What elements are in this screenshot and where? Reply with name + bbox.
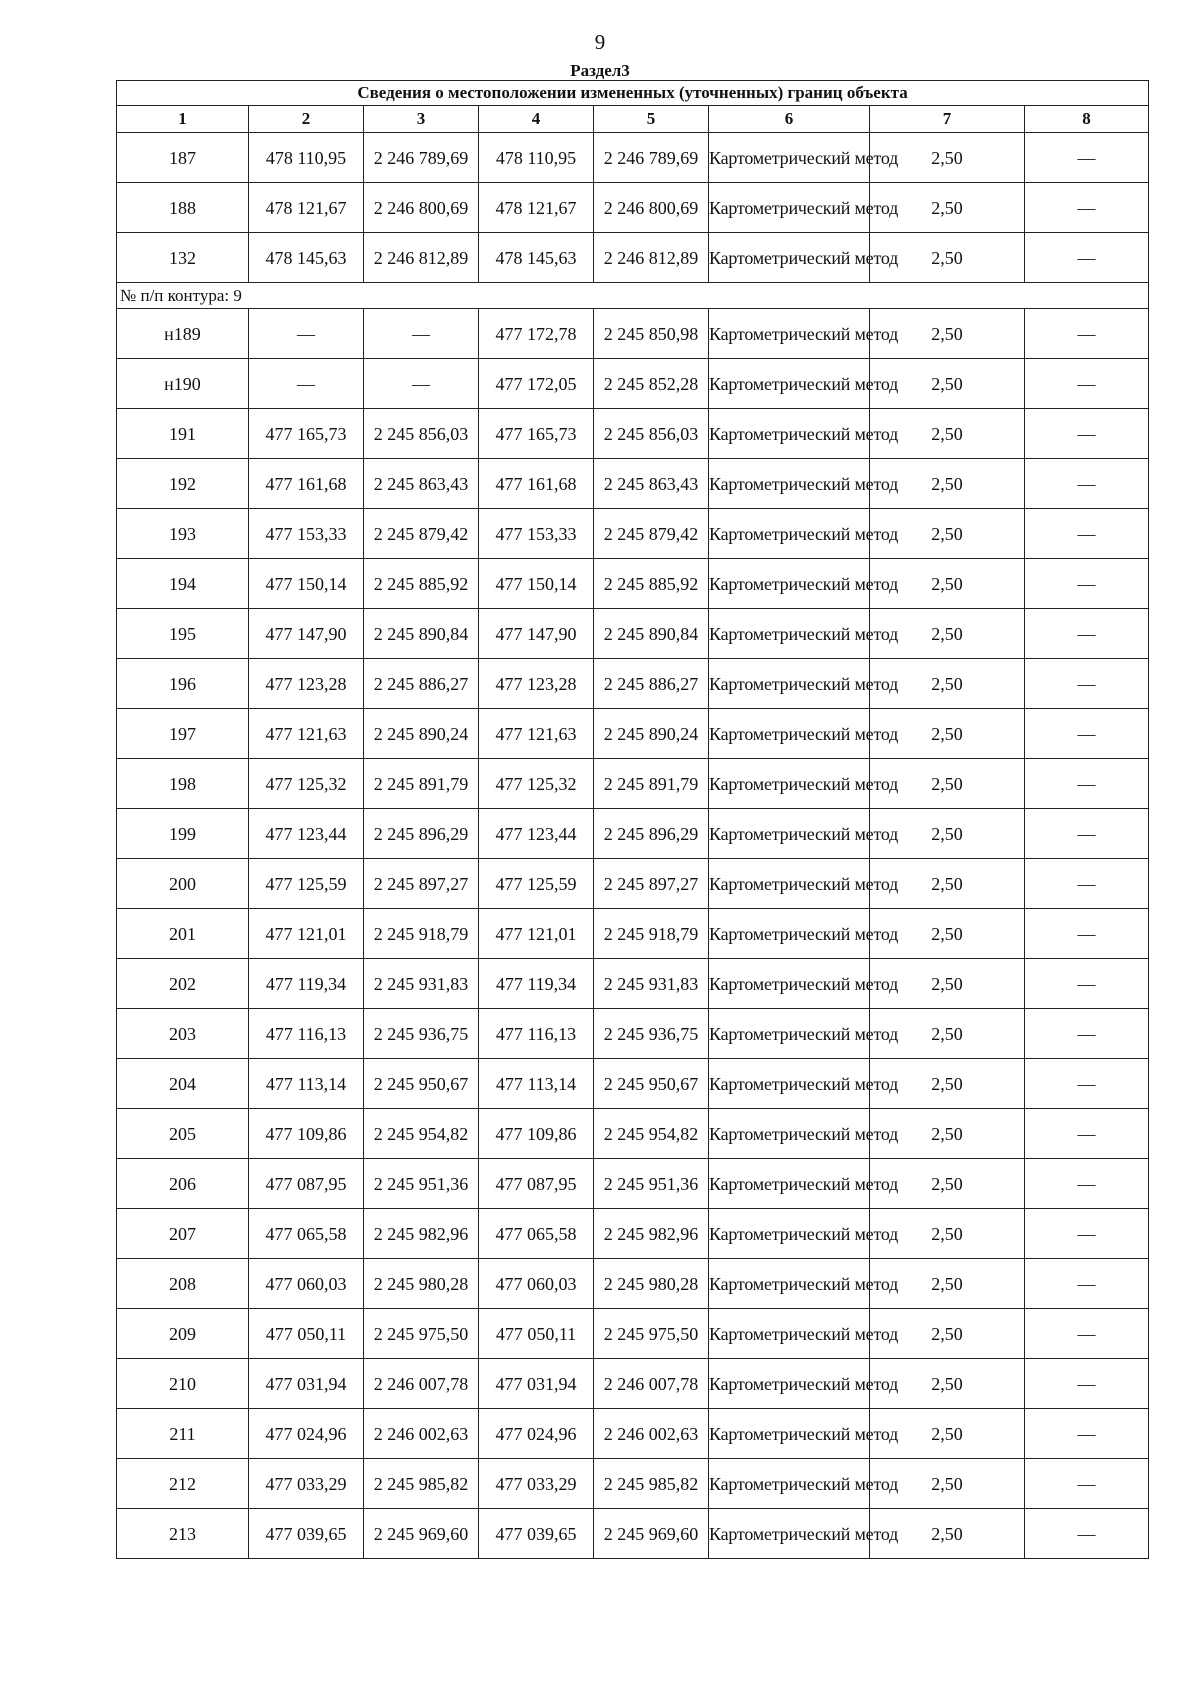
description-cell: — — [1025, 1159, 1149, 1209]
new-y-cell: 2 245 954,82 — [594, 1109, 709, 1159]
new-y-cell: 2 246 002,63 — [594, 1409, 709, 1459]
method-cell: Картометрический метод — [709, 1459, 870, 1509]
old-x-cell: 477 165,73 — [249, 409, 364, 459]
method-cell: Картометрический метод — [709, 233, 870, 283]
table-row — [117, 1309, 1149, 1359]
new-x-cell: 477 113,14 — [479, 1059, 594, 1109]
column-number-row — [117, 106, 1149, 133]
method-cell: Картометрический метод — [709, 459, 870, 509]
accuracy-cell: 2,50 — [870, 1359, 1025, 1409]
new-y-cell: 2 245 931,83 — [594, 959, 709, 1009]
old-y-cell: 2 245 891,79 — [364, 759, 479, 809]
table-row — [117, 709, 1149, 759]
description-cell: — — [1025, 1409, 1149, 1459]
point-number-cell: 203 — [117, 1009, 249, 1059]
table-row — [117, 1209, 1149, 1259]
old-y-cell: 2 246 002,63 — [364, 1409, 479, 1459]
new-y-cell: 2 245 969,60 — [594, 1509, 709, 1559]
method-cell: Картометрический метод — [709, 1059, 870, 1109]
new-y-cell: 2 245 886,27 — [594, 659, 709, 709]
new-y-cell: 2 246 007,78 — [594, 1359, 709, 1409]
new-x-cell: 477 065,58 — [479, 1209, 594, 1259]
old-x-cell: 478 145,63 — [249, 233, 364, 283]
new-x-cell: 477 172,78 — [479, 309, 594, 359]
new-x-cell: 478 121,67 — [479, 183, 594, 233]
new-y-cell: 2 246 812,89 — [594, 233, 709, 283]
old-y-cell: 2 245 890,24 — [364, 709, 479, 759]
old-x-cell: 477 153,33 — [249, 509, 364, 559]
point-number-cell: 208 — [117, 1259, 249, 1309]
accuracy-cell: 2,50 — [870, 1309, 1025, 1359]
point-number-cell: 211 — [117, 1409, 249, 1459]
point-number-cell: 197 — [117, 709, 249, 759]
old-x-cell: 477 116,13 — [249, 1009, 364, 1059]
method-cell: Картометрический метод — [709, 1509, 870, 1559]
new-y-cell: 2 246 800,69 — [594, 183, 709, 233]
description-cell: — — [1025, 183, 1149, 233]
old-y-cell: 2 245 879,42 — [364, 509, 479, 559]
accuracy-cell: 2,50 — [870, 409, 1025, 459]
description-cell: — — [1025, 759, 1149, 809]
method-cell: Картометрический метод — [709, 1009, 870, 1059]
point-number-cell: 209 — [117, 1309, 249, 1359]
new-y-cell: 2 246 789,69 — [594, 133, 709, 183]
point-number-cell: н190 — [117, 359, 249, 409]
new-x-cell: 478 145,63 — [479, 233, 594, 283]
point-number-cell: 188 — [117, 183, 249, 233]
accuracy-cell: 2,50 — [870, 1109, 1025, 1159]
section-title: Раздел3 — [570, 61, 630, 80]
table-row — [117, 809, 1149, 859]
old-x-cell: 477 161,68 — [249, 459, 364, 509]
old-y-cell: 2 245 896,29 — [364, 809, 479, 859]
old-y-cell: 2 245 975,50 — [364, 1309, 479, 1359]
old-x-cell: 477 050,11 — [249, 1309, 364, 1359]
point-number-cell: 194 — [117, 559, 249, 609]
point-number-cell: 213 — [117, 1509, 249, 1559]
method-cell: Картометрический метод — [709, 509, 870, 559]
accuracy-cell: 2,50 — [870, 809, 1025, 859]
description-cell: — — [1025, 1259, 1149, 1309]
new-y-cell: 2 245 975,50 — [594, 1309, 709, 1359]
method-cell: Картометрический метод — [709, 1159, 870, 1209]
old-x-cell: 477 119,34 — [249, 959, 364, 1009]
table-row — [117, 233, 1149, 283]
old-x-cell: 477 031,94 — [249, 1359, 364, 1409]
table-row — [117, 459, 1149, 509]
old-x-cell: 478 121,67 — [249, 183, 364, 233]
new-x-cell: 478 110,95 — [479, 133, 594, 183]
new-x-cell: 477 121,01 — [479, 909, 594, 959]
table-row — [117, 409, 1149, 459]
point-number-cell: 202 — [117, 959, 249, 1009]
description-cell: — — [1025, 709, 1149, 759]
accuracy-cell: 2,50 — [870, 1009, 1025, 1059]
new-y-cell: 2 245 985,82 — [594, 1459, 709, 1509]
method-cell: Картометрический метод — [709, 183, 870, 233]
description-cell: — — [1025, 809, 1149, 859]
accuracy-cell: 2,50 — [870, 859, 1025, 909]
old-x-cell: 477 113,14 — [249, 1059, 364, 1109]
accuracy-cell: 2,50 — [870, 959, 1025, 1009]
accuracy-cell: 2,50 — [870, 559, 1025, 609]
table-row — [117, 183, 1149, 233]
accuracy-cell: 2,50 — [870, 1409, 1025, 1459]
table-row — [117, 959, 1149, 1009]
new-y-cell: 2 245 936,75 — [594, 1009, 709, 1059]
point-number-cell: 200 — [117, 859, 249, 909]
accuracy-cell: 2,50 — [870, 1059, 1025, 1109]
description-cell: — — [1025, 133, 1149, 183]
old-x-cell: 477 123,28 — [249, 659, 364, 709]
point-number-cell: 191 — [117, 409, 249, 459]
description-cell: — — [1025, 1109, 1149, 1159]
point-number-cell: 195 — [117, 609, 249, 659]
accuracy-cell: 2,50 — [870, 183, 1025, 233]
new-x-cell: 477 161,68 — [479, 459, 594, 509]
point-number-cell: 210 — [117, 1359, 249, 1409]
old-y-cell: 2 246 007,78 — [364, 1359, 479, 1409]
new-x-cell: 477 165,73 — [479, 409, 594, 459]
new-x-cell: 477 087,95 — [479, 1159, 594, 1209]
method-cell: Картометрический метод — [709, 133, 870, 183]
old-y-cell: 2 245 897,27 — [364, 859, 479, 909]
new-y-cell: 2 245 897,27 — [594, 859, 709, 909]
new-y-cell: 2 245 890,24 — [594, 709, 709, 759]
point-number-cell: 206 — [117, 1159, 249, 1209]
old-x-cell: 477 060,03 — [249, 1259, 364, 1309]
table-row — [117, 1259, 1149, 1309]
point-number-cell: 193 — [117, 509, 249, 559]
old-y-cell: 2 245 936,75 — [364, 1009, 479, 1059]
old-x-cell: 477 123,44 — [249, 809, 364, 859]
new-y-cell: 2 245 951,36 — [594, 1159, 709, 1209]
old-y-cell: 2 245 886,27 — [364, 659, 479, 709]
table-caption: Сведения о местоположении измененных (уточненных) границ объекта — [117, 81, 1149, 106]
old-x-cell: 477 150,14 — [249, 559, 364, 609]
column-number: 7 — [870, 106, 1025, 133]
description-cell: — — [1025, 1059, 1149, 1109]
accuracy-cell: 2,50 — [870, 509, 1025, 559]
accuracy-cell: 2,50 — [870, 659, 1025, 709]
description-cell: — — [1025, 909, 1149, 959]
point-number-cell: 192 — [117, 459, 249, 509]
old-y-cell: — — [364, 309, 479, 359]
table-row — [117, 909, 1149, 959]
old-y-cell: 2 245 931,83 — [364, 959, 479, 1009]
new-x-cell: 477 153,33 — [479, 509, 594, 559]
new-x-cell: 477 119,34 — [479, 959, 594, 1009]
table-row — [117, 859, 1149, 909]
old-y-cell: — — [364, 359, 479, 409]
method-cell: Картометрический метод — [709, 1109, 870, 1159]
accuracy-cell: 2,50 — [870, 759, 1025, 809]
point-number-cell: 132 — [117, 233, 249, 283]
method-cell: Картометрический метод — [709, 559, 870, 609]
method-cell: Картометрический метод — [709, 1359, 870, 1409]
old-x-cell: 477 121,01 — [249, 909, 364, 959]
new-x-cell: 477 031,94 — [479, 1359, 594, 1409]
new-y-cell: 2 245 891,79 — [594, 759, 709, 809]
accuracy-cell: 2,50 — [870, 1509, 1025, 1559]
old-x-cell: 477 121,63 — [249, 709, 364, 759]
description-cell: — — [1025, 859, 1149, 909]
method-cell: Картометрический метод — [709, 809, 870, 859]
old-y-cell: 2 245 980,28 — [364, 1259, 479, 1309]
new-y-cell: 2 245 856,03 — [594, 409, 709, 459]
method-cell: Картометрический метод — [709, 909, 870, 959]
accuracy-cell: 2,50 — [870, 1459, 1025, 1509]
method-cell: Картометрический метод — [709, 859, 870, 909]
new-x-cell: 477 116,13 — [479, 1009, 594, 1059]
new-x-cell: 477 121,63 — [479, 709, 594, 759]
table-caption-row — [117, 81, 1149, 106]
method-cell: Картометрический метод — [709, 1259, 870, 1309]
table-row — [117, 559, 1149, 609]
point-number-cell: 196 — [117, 659, 249, 709]
new-y-cell: 2 245 879,42 — [594, 509, 709, 559]
new-y-cell: 2 245 918,79 — [594, 909, 709, 959]
method-cell: Картометрический метод — [709, 959, 870, 1009]
description-cell: — — [1025, 959, 1149, 1009]
old-x-cell: 477 039,65 — [249, 1509, 364, 1559]
accuracy-cell: 2,50 — [870, 359, 1025, 409]
old-x-cell: 477 065,58 — [249, 1209, 364, 1259]
accuracy-cell: 2,50 — [870, 609, 1025, 659]
table-row — [117, 509, 1149, 559]
column-number: 4 — [479, 106, 594, 133]
new-x-cell: 477 123,28 — [479, 659, 594, 709]
page-number: 9 — [594, 30, 606, 54]
accuracy-cell: 2,50 — [870, 1159, 1025, 1209]
method-cell: Картометрический метод — [709, 309, 870, 359]
column-number: 5 — [594, 106, 709, 133]
new-y-cell: 2 245 950,67 — [594, 1059, 709, 1109]
old-x-cell: 477 024,96 — [249, 1409, 364, 1459]
new-x-cell: 477 050,11 — [479, 1309, 594, 1359]
new-y-cell: 2 245 850,98 — [594, 309, 709, 359]
description-cell: — — [1025, 609, 1149, 659]
new-x-cell: 477 150,14 — [479, 559, 594, 609]
table-row — [117, 309, 1149, 359]
new-x-cell: 477 033,29 — [479, 1459, 594, 1509]
accuracy-cell: 2,50 — [870, 1259, 1025, 1309]
new-y-cell: 2 245 982,96 — [594, 1209, 709, 1259]
description-cell: — — [1025, 559, 1149, 609]
description-cell: — — [1025, 233, 1149, 283]
new-x-cell: 477 125,32 — [479, 759, 594, 809]
new-y-cell: 2 245 890,84 — [594, 609, 709, 659]
method-cell: Картометрический метод — [709, 1309, 870, 1359]
new-y-cell: 2 245 980,28 — [594, 1259, 709, 1309]
old-x-cell: — — [249, 309, 364, 359]
old-x-cell: 478 110,95 — [249, 133, 364, 183]
table-row — [117, 1009, 1149, 1059]
description-cell: — — [1025, 1209, 1149, 1259]
new-x-cell: 477 060,03 — [479, 1259, 594, 1309]
old-y-cell: 2 245 954,82 — [364, 1109, 479, 1159]
table-row — [117, 759, 1149, 809]
table-row — [117, 1409, 1149, 1459]
description-cell: — — [1025, 409, 1149, 459]
description-cell: — — [1025, 1009, 1149, 1059]
description-cell: — — [1025, 509, 1149, 559]
accuracy-cell: 2,50 — [870, 133, 1025, 183]
table-row — [117, 1059, 1149, 1109]
old-y-cell: 2 245 890,84 — [364, 609, 479, 659]
point-number-cell: 204 — [117, 1059, 249, 1109]
old-x-cell: 477 125,32 — [249, 759, 364, 809]
description-cell: — — [1025, 309, 1149, 359]
point-number-cell: 205 — [117, 1109, 249, 1159]
table-row — [117, 1359, 1149, 1409]
method-cell: Картометрический метод — [709, 1409, 870, 1459]
new-x-cell: 477 024,96 — [479, 1409, 594, 1459]
point-number-cell: 207 — [117, 1209, 249, 1259]
old-x-cell: 477 125,59 — [249, 859, 364, 909]
table-row — [117, 1509, 1149, 1559]
point-number-cell: 201 — [117, 909, 249, 959]
point-number-cell: 198 — [117, 759, 249, 809]
column-number: 3 — [364, 106, 479, 133]
old-y-cell: 2 246 800,69 — [364, 183, 479, 233]
coordinates-table — [116, 80, 1149, 1559]
point-number-cell: 187 — [117, 133, 249, 183]
new-x-cell: 477 172,05 — [479, 359, 594, 409]
method-cell: Картометрический метод — [709, 659, 870, 709]
column-number: 6 — [709, 106, 870, 133]
contour-row — [117, 283, 1149, 309]
method-cell: Картометрический метод — [709, 1209, 870, 1259]
description-cell: — — [1025, 359, 1149, 409]
table-row — [117, 1459, 1149, 1509]
accuracy-cell: 2,50 — [870, 233, 1025, 283]
method-cell: Картометрический метод — [709, 409, 870, 459]
point-number-cell: 199 — [117, 809, 249, 859]
old-x-cell: 477 087,95 — [249, 1159, 364, 1209]
accuracy-cell: 2,50 — [870, 459, 1025, 509]
old-y-cell: 2 245 856,03 — [364, 409, 479, 459]
new-x-cell: 477 147,90 — [479, 609, 594, 659]
old-x-cell: 477 147,90 — [249, 609, 364, 659]
accuracy-cell: 2,50 — [870, 1209, 1025, 1259]
description-cell: — — [1025, 1509, 1149, 1559]
accuracy-cell: 2,50 — [870, 709, 1025, 759]
method-cell: Картометрический метод — [709, 709, 870, 759]
point-number-cell: 212 — [117, 1459, 249, 1509]
new-x-cell: 477 123,44 — [479, 809, 594, 859]
old-y-cell: 2 245 950,67 — [364, 1059, 479, 1109]
table-row — [117, 1109, 1149, 1159]
old-x-cell: 477 033,29 — [249, 1459, 364, 1509]
new-y-cell: 2 245 852,28 — [594, 359, 709, 409]
old-y-cell: 2 245 969,60 — [364, 1509, 479, 1559]
method-cell: Картометрический метод — [709, 359, 870, 409]
new-y-cell: 2 245 885,92 — [594, 559, 709, 609]
description-cell: — — [1025, 659, 1149, 709]
old-y-cell: 2 246 812,89 — [364, 233, 479, 283]
old-y-cell: 2 245 885,92 — [364, 559, 479, 609]
old-x-cell: — — [249, 359, 364, 409]
description-cell: — — [1025, 1359, 1149, 1409]
old-y-cell: 2 246 789,69 — [364, 133, 479, 183]
new-y-cell: 2 245 896,29 — [594, 809, 709, 859]
accuracy-cell: 2,50 — [870, 909, 1025, 959]
old-y-cell: 2 245 863,43 — [364, 459, 479, 509]
table-row — [117, 659, 1149, 709]
description-cell: — — [1025, 459, 1149, 509]
new-x-cell: 477 109,86 — [479, 1109, 594, 1159]
new-x-cell: 477 039,65 — [479, 1509, 594, 1559]
column-number: 2 — [249, 106, 364, 133]
description-cell: — — [1025, 1309, 1149, 1359]
description-cell: — — [1025, 1459, 1149, 1509]
point-number-cell: н189 — [117, 309, 249, 359]
table-row — [117, 133, 1149, 183]
table-row — [117, 359, 1149, 409]
new-y-cell: 2 245 863,43 — [594, 459, 709, 509]
accuracy-cell: 2,50 — [870, 309, 1025, 359]
method-cell: Картометрический метод — [709, 759, 870, 809]
method-cell: Картометрический метод — [709, 609, 870, 659]
contour-label: № п/п контура: 9 — [117, 283, 1149, 309]
new-x-cell: 477 125,59 — [479, 859, 594, 909]
table-row — [117, 1159, 1149, 1209]
old-y-cell: 2 245 918,79 — [364, 909, 479, 959]
old-y-cell: 2 245 982,96 — [364, 1209, 479, 1259]
table-row — [117, 609, 1149, 659]
column-number: 8 — [1025, 106, 1149, 133]
old-y-cell: 2 245 985,82 — [364, 1459, 479, 1509]
old-y-cell: 2 245 951,36 — [364, 1159, 479, 1209]
old-x-cell: 477 109,86 — [249, 1109, 364, 1159]
column-number: 1 — [117, 106, 249, 133]
